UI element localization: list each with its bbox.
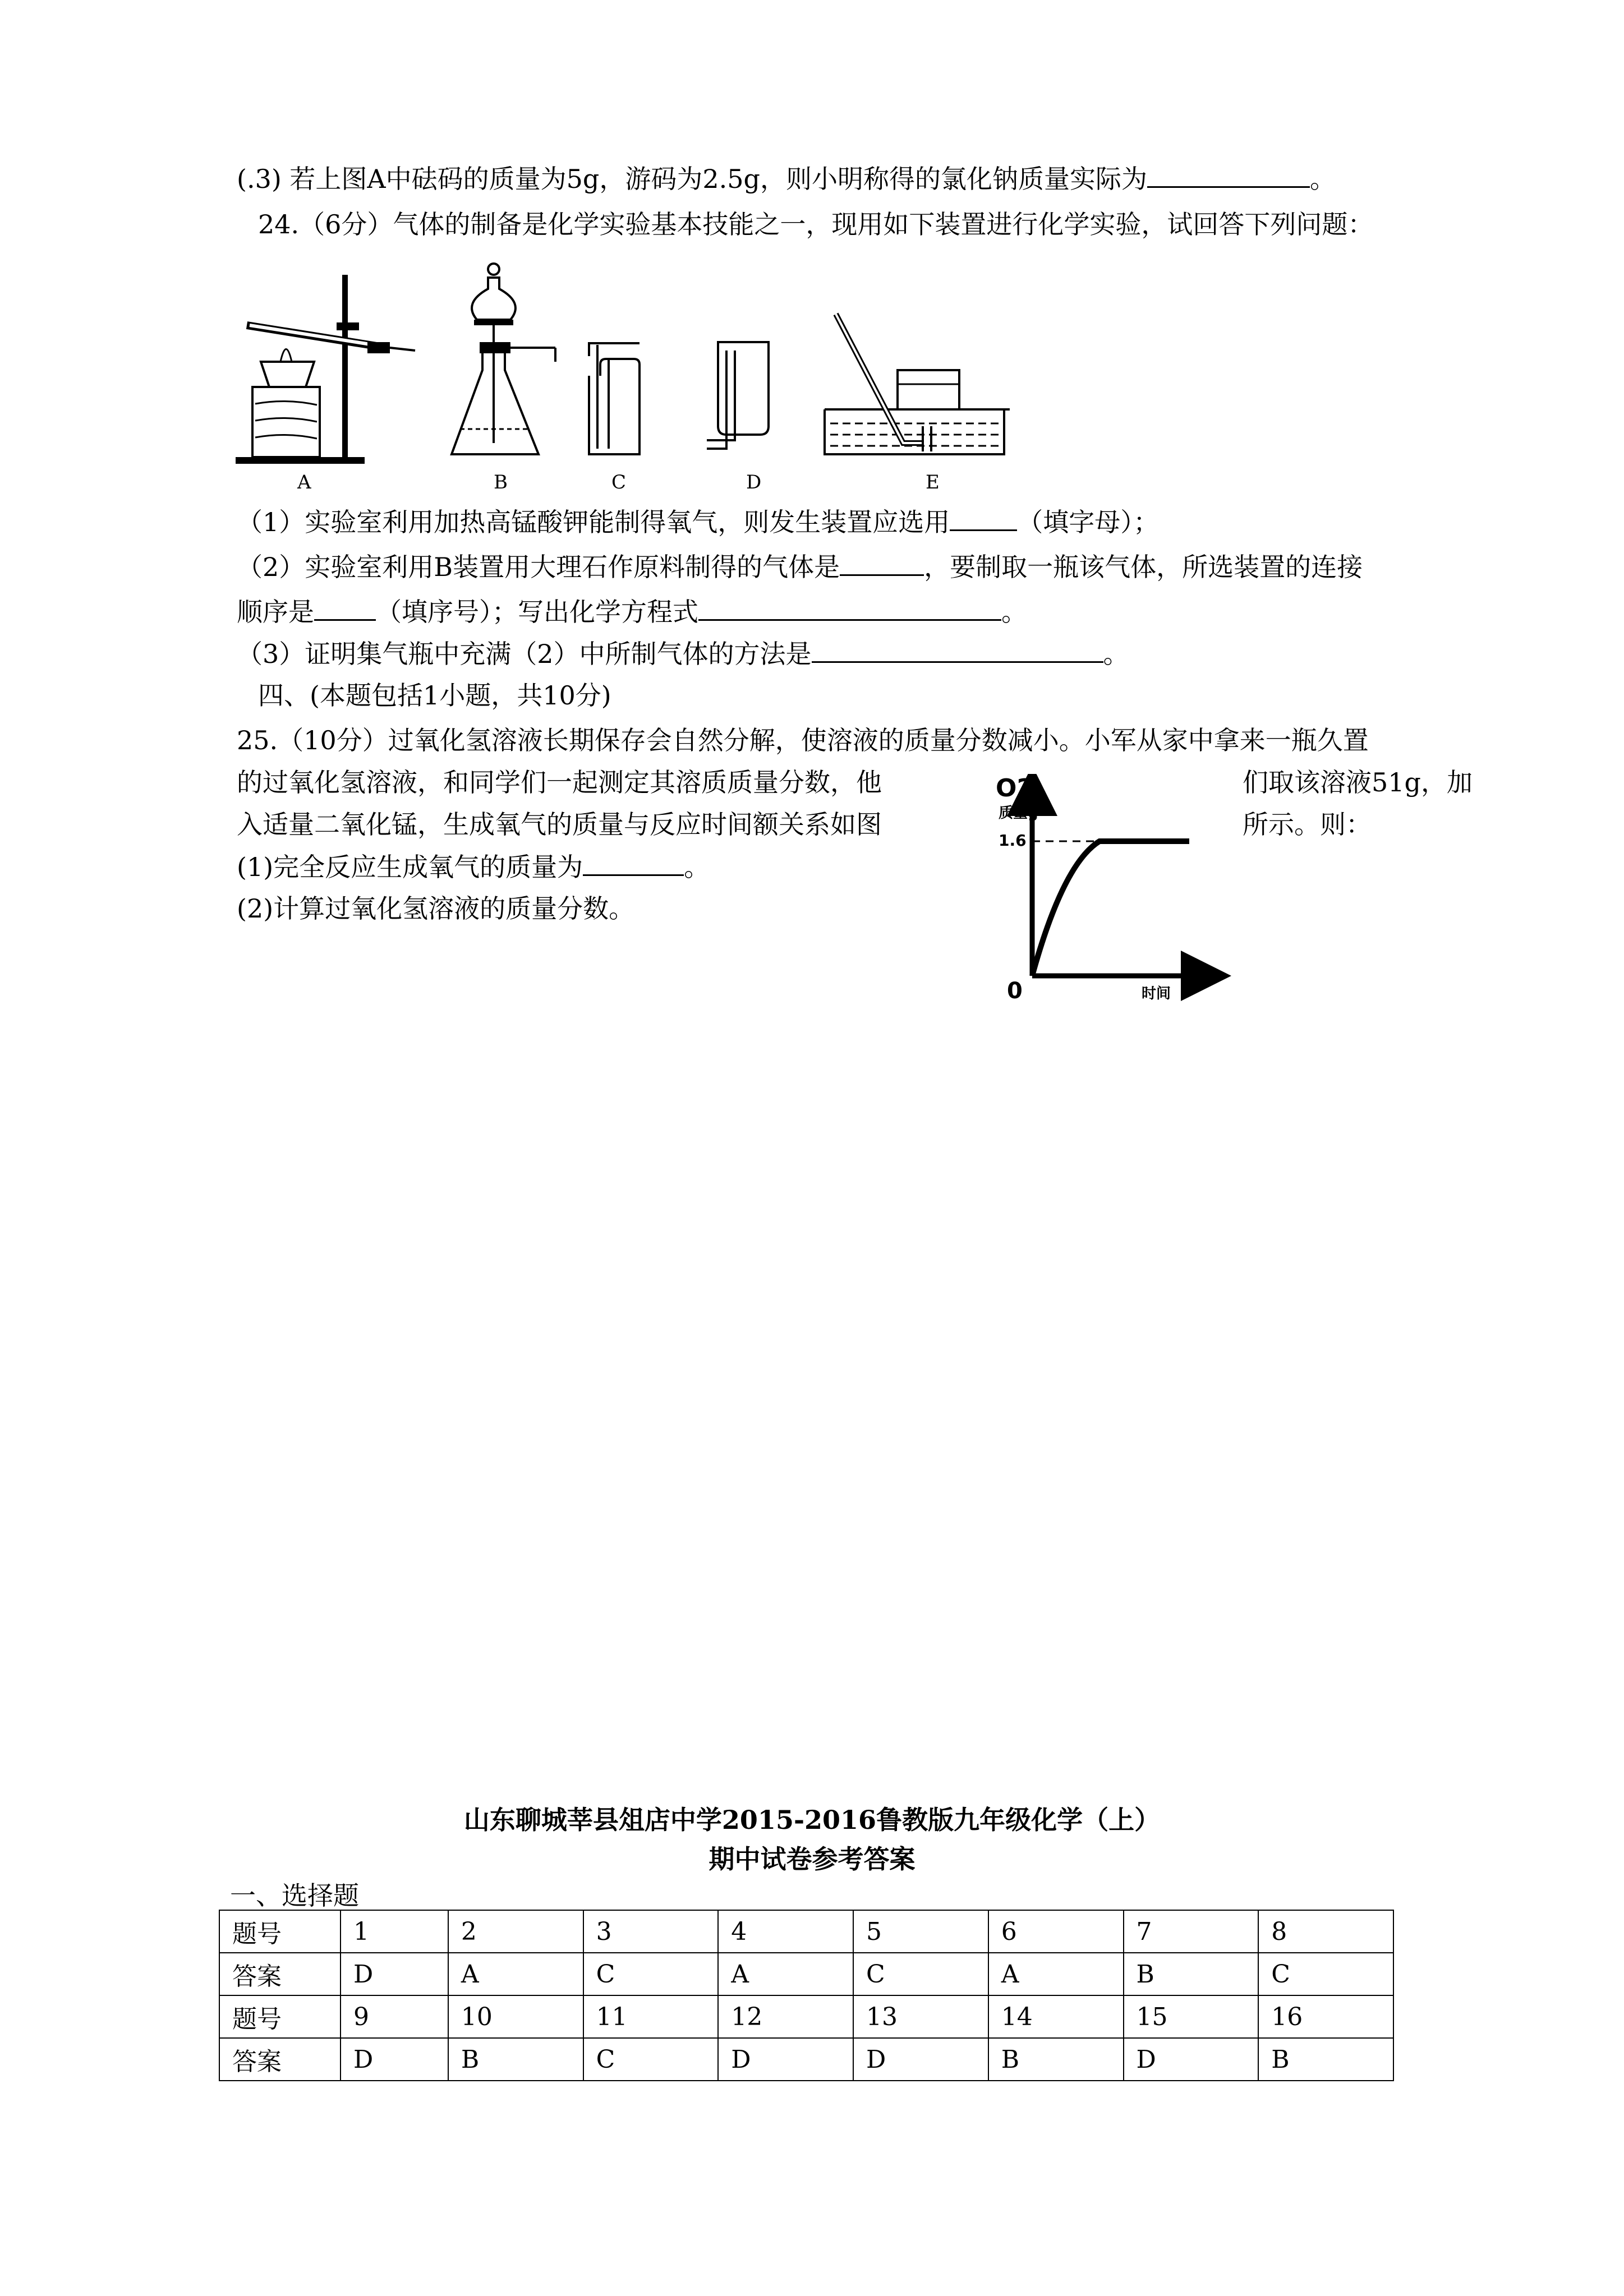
table-row xyxy=(219,1953,1393,1995)
row-header-cell: 答案 xyxy=(219,1953,341,1995)
x-label: 时间 xyxy=(1142,985,1171,1002)
table-row xyxy=(219,1995,1393,2038)
row-header-cell: 题号 xyxy=(219,1910,341,1953)
q25-line3b: 所示。则： xyxy=(1243,809,1372,840)
q25-line2b: 们取该溶液51g，加 xyxy=(1243,767,1473,797)
y-label-top: O2 xyxy=(996,774,1034,803)
table-cell: C xyxy=(853,1953,988,1995)
q25-line2a: 的过氧化氢溶液，和同学们一起测定其溶质质量分数，他 xyxy=(237,767,882,797)
answer-key-title: 山东聊城莘县俎店中学2015-2016鲁教版九年级化学（上） xyxy=(463,1805,1161,1835)
section-4-heading: 四、(本题包括1小题，共10分) xyxy=(258,680,611,711)
table-cell: 1 xyxy=(341,1910,448,1953)
q25-part2: (2)计算过氧化氢溶液的质量分数。 xyxy=(237,893,635,924)
table-cell: 14 xyxy=(988,1995,1124,2038)
table-cell: B xyxy=(448,2038,583,2081)
table-cell: 8 xyxy=(1258,1910,1393,1953)
table-cell: 11 xyxy=(583,1995,719,2038)
apparatus-a-icon xyxy=(230,258,421,488)
q24-part2-cont: 顺序是 （填序号）；写出化学方程式 。 xyxy=(237,594,1516,629)
table-cell: 13 xyxy=(853,1995,988,2038)
q24-part3: （3）证明集气瓶中充满（2）中所制气体的方法是 。 xyxy=(237,637,1516,671)
table-cell: 9 xyxy=(341,1995,448,2038)
table-cell: D xyxy=(341,2038,448,2081)
table-cell: 16 xyxy=(1258,1995,1393,2038)
q25-line3a: 入适量二氧化锰，生成氧气的质量与反应时间额关系如图 xyxy=(237,809,882,840)
answer-blank[interactable] xyxy=(314,594,376,621)
answer-blank[interactable] xyxy=(1147,162,1310,188)
apparatus-figure xyxy=(230,258,1071,494)
table-cell: 15 xyxy=(1124,1995,1259,2038)
table-cell: A xyxy=(988,1953,1124,1995)
table-cell: D xyxy=(1124,2038,1259,2081)
apparatus-c-icon xyxy=(578,258,662,488)
answer-blank[interactable] xyxy=(840,550,924,576)
table-cell: C xyxy=(1258,1953,1393,1995)
table-cell: 4 xyxy=(718,1910,853,1953)
row-header-cell: 答案 xyxy=(219,2038,341,2081)
origin-label: 0 xyxy=(1007,978,1023,1004)
q24-part1: （1）实验室利用加热高锰酸钾能制得氧气，则发生装置应选用 （填字母）； xyxy=(237,505,1516,539)
apparatus-b-icon xyxy=(443,258,567,488)
row-header-cell: 题号 xyxy=(219,1995,341,2038)
table-cell: D xyxy=(341,1953,448,1995)
q25-part1: (1)完全反应生成氧气的质量为 。 xyxy=(237,850,1516,884)
answer-blank[interactable] xyxy=(583,850,684,876)
table-cell: B xyxy=(1124,1953,1259,1995)
table-cell: B xyxy=(1258,2038,1393,2081)
table-cell: 3 xyxy=(583,1910,719,1953)
table-cell: C xyxy=(583,1953,719,1995)
figure-label-e: E xyxy=(926,471,940,494)
q23-part3: (.3) 若上图A中砝码的质量为5g，游码为2.5g，则小明称得的氯化钠质量实际为 。 xyxy=(237,162,1516,196)
q24-part2: （2）实验室利用B装置用大理石作原料制得的气体是 ，要制取一瓶该气体，所选装置的连接 xyxy=(237,550,1516,584)
oxygen-mass-chart xyxy=(954,774,1234,1009)
figure-label-d: D xyxy=(746,471,762,494)
table-cell: 7 xyxy=(1124,1910,1259,1953)
table-cell: C xyxy=(583,2038,719,2081)
table-row xyxy=(219,1910,1393,1953)
table-cell: A xyxy=(448,1953,583,1995)
table-cell: D xyxy=(718,2038,853,2081)
table-row xyxy=(219,2038,1393,2081)
figure-label-a: A xyxy=(297,471,311,494)
answer-key-subtitle: 期中试卷参考答案 xyxy=(709,1844,915,1874)
answer-table xyxy=(219,1910,1394,2081)
answer-blank[interactable] xyxy=(812,637,1103,663)
table-cell: 6 xyxy=(988,1910,1124,1953)
table-cell: 5 xyxy=(853,1910,988,1953)
q24-intro: 24.（6分）气体的制备是化学实验基本技能之一，现用如下装置进行化学实验，试回答下列问题： xyxy=(258,209,1374,239)
apparatus-d-icon xyxy=(701,258,785,488)
series-line xyxy=(1032,841,1189,976)
q25-line1: 25.（10分）过氧化氢溶液长期保存会自然分解，使溶液的质量分数减小。小军从家中拿来一瓶久置 xyxy=(237,725,1369,755)
answer-blank[interactable] xyxy=(950,505,1017,531)
apparatus-e-icon xyxy=(819,258,1032,488)
answer-key-section: 一、选择题 xyxy=(230,1880,359,1911)
table-cell: 12 xyxy=(718,1995,853,2038)
figure-label-b: B xyxy=(494,471,508,494)
figure-label-c: C xyxy=(611,471,627,494)
table-cell: 2 xyxy=(448,1910,583,1953)
equation-blank[interactable] xyxy=(698,594,1001,621)
table-cell: A xyxy=(718,1953,853,1995)
y-tick-label: 1.6 xyxy=(999,831,1027,850)
table-cell: 10 xyxy=(448,1995,583,2038)
y-label-sub: 质量g xyxy=(999,805,1038,822)
table-cell: B xyxy=(988,2038,1124,2081)
table-cell: D xyxy=(853,2038,988,2081)
